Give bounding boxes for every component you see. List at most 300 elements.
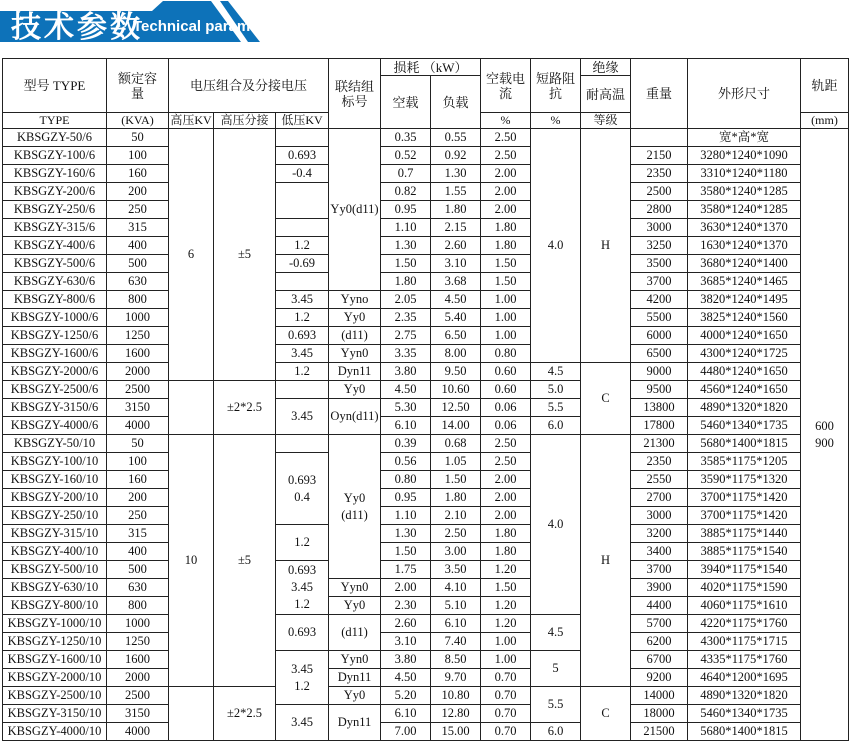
cell-conn: Yyn0 (329, 579, 381, 597)
cell-cur: 0.70 (481, 669, 531, 687)
header-gauge: 轨距 (801, 59, 849, 113)
cell-cur: 1.50 (481, 273, 531, 291)
cell-dims: 4300*1175*1715 (688, 633, 801, 651)
cell-wt: 2150 (631, 147, 688, 165)
table-row (3, 219, 849, 237)
table-row (3, 633, 849, 651)
cell-cap: 1250 (107, 633, 169, 651)
cell-nl: 1.30 (381, 237, 431, 255)
cell-lv: 3.45 (276, 345, 329, 363)
cell-ld: 1.30 (431, 165, 481, 183)
cell-nl: 3.80 (381, 363, 431, 381)
cell-dims: 3280*1240*1090 (688, 147, 801, 165)
cell-nl: 2.35 (381, 309, 431, 327)
table-row (3, 309, 849, 327)
cell-wt: 4200 (631, 291, 688, 309)
cell-nl: 0.80 (381, 471, 431, 489)
cell-nl: 2.05 (381, 291, 431, 309)
cell-model: KBSGZY-315/10 (3, 525, 107, 543)
cell-nl: 2.60 (381, 615, 431, 633)
cell-nl: 2.30 (381, 597, 431, 615)
table-row (3, 183, 849, 201)
cell-cur: 1.20 (481, 615, 531, 633)
cell-lv: 0.693 (276, 327, 329, 345)
table-row (3, 579, 849, 597)
cell-cap: 800 (107, 597, 169, 615)
cell-cap: 1600 (107, 651, 169, 669)
cell-wt: 9000 (631, 363, 688, 381)
cell-hv (169, 687, 214, 741)
cell-model: KBSGZY-4000/10 (3, 723, 107, 741)
cell-cur: 2.50 (481, 453, 531, 471)
cell-model: KBSGZY-1600/10 (3, 651, 107, 669)
cell-cur: 2.50 (481, 435, 531, 453)
technical-parameter-table (2, 58, 849, 741)
table-row (3, 525, 849, 543)
cell-model: KBSGZY-800/6 (3, 291, 107, 309)
cell-conn: Yy0 (329, 687, 381, 705)
cell-cap: 160 (107, 165, 169, 183)
cell-ld: 6.50 (431, 327, 481, 345)
cell-lv: 3.45 1.2 (276, 651, 329, 705)
cell-cur: 1.80 (481, 525, 531, 543)
table-row (3, 381, 849, 399)
cell-ld: 14.00 (431, 417, 481, 435)
cell-model: KBSGZY-100/10 (3, 453, 107, 471)
cell-hv: 6 (169, 129, 214, 381)
cell-model: KBSGZY-160/10 (3, 471, 107, 489)
cell-cap: 250 (107, 201, 169, 219)
cell-cur: 0.70 (481, 723, 531, 741)
table-row (3, 147, 849, 165)
cell-nl: 2.00 (381, 579, 431, 597)
cell-cap: 50 (107, 129, 169, 147)
header-dimensions: 外形尺寸 (688, 59, 801, 129)
cell-nl: 3.80 (381, 651, 431, 669)
cell-wt: 9200 (631, 669, 688, 687)
cell-dims: 4480*1240*1650 (688, 363, 801, 381)
cell-wt: 6000 (631, 327, 688, 345)
cell-model: KBSGZY-3150/10 (3, 705, 107, 723)
cell-ld: 6.10 (431, 615, 481, 633)
cell-dims: 3885*1175*1540 (688, 543, 801, 561)
cell-imp: 6.0 (531, 723, 581, 741)
table-row (3, 597, 849, 615)
cell-model: KBSGZY-630/10 (3, 579, 107, 597)
cell-ld: 2.10 (431, 507, 481, 525)
cell-tap: ±5 (214, 129, 276, 381)
cell-imp: 4.0 (531, 129, 581, 363)
cell-conn: Yy0 (329, 597, 381, 615)
table-row (3, 435, 849, 453)
header-grade: 等级 (581, 113, 631, 129)
cell-ld: 15.00 (431, 723, 481, 741)
header-noload-loss: 空载 (381, 76, 431, 129)
cell-wt: 2350 (631, 165, 688, 183)
cell-nl: 0.35 (381, 129, 431, 147)
cell-hv: 10 (169, 435, 214, 687)
cell-conn: Yyn0 (329, 651, 381, 669)
cell-cap: 400 (107, 237, 169, 255)
cell-dims: 4020*1175*1590 (688, 579, 801, 597)
cell-conn: Yy0 (d11) (329, 435, 381, 579)
cell-conn: Yy0 (329, 309, 381, 327)
cell-cur: 1.50 (481, 579, 531, 597)
cell-cap: 1250 (107, 327, 169, 345)
cell-imp: 4.5 (531, 363, 581, 381)
cell-ld: 7.40 (431, 633, 481, 651)
header-model-sub: TYPE (3, 113, 107, 129)
cell-conn: Yy0(d11) (329, 129, 381, 291)
table-row (3, 687, 849, 705)
cell-lv (276, 381, 329, 399)
cell-cur: 0.06 (481, 417, 531, 435)
cell-model: KBSGZY-500/6 (3, 255, 107, 273)
table-row (3, 237, 849, 255)
table-row (3, 399, 849, 417)
cell-dims: 4890*1320*1820 (688, 399, 801, 417)
cell-model: KBSGZY-400/10 (3, 543, 107, 561)
cell-cap: 100 (107, 147, 169, 165)
table-row (3, 615, 849, 633)
cell-ld: 1.80 (431, 489, 481, 507)
cell-cur: 1.80 (481, 543, 531, 561)
cell-nl: 0.82 (381, 183, 431, 201)
cell-lv: 1.2 (276, 525, 329, 561)
cell-wt: 9500 (631, 381, 688, 399)
cell-ld: 0.68 (431, 435, 481, 453)
cell-nl: 0.56 (381, 453, 431, 471)
cell-model: KBSGZY-50/10 (3, 435, 107, 453)
cell-cur: 0.70 (481, 687, 531, 705)
cell-cap: 315 (107, 525, 169, 543)
table-row (3, 543, 849, 561)
table-row (3, 417, 849, 435)
cell-dims: 5460*1340*1735 (688, 417, 801, 435)
cell-lv (276, 129, 329, 147)
table-row (3, 453, 849, 471)
table-row (3, 489, 849, 507)
header-current-percent: % (481, 113, 531, 129)
cell-wt: 6500 (631, 345, 688, 363)
cell-wt: 2500 (631, 183, 688, 201)
cell-cur: 1.00 (481, 309, 531, 327)
header-load-loss: 负载 (431, 76, 481, 129)
table-row (3, 273, 849, 291)
cell-lv: 0.693 0.4 (276, 453, 329, 525)
cell-dims: 3940*1175*1540 (688, 561, 801, 579)
cell-model: KBSGZY-2500/10 (3, 687, 107, 705)
cell-cur: 1.80 (481, 237, 531, 255)
cell-cap: 630 (107, 273, 169, 291)
table-row (3, 561, 849, 579)
cell-model: KBSGZY-160/6 (3, 165, 107, 183)
cell-wt: 2800 (631, 201, 688, 219)
cell-dims: 3825*1240*1560 (688, 309, 801, 327)
cell-cur: 2.00 (481, 165, 531, 183)
cell-ld: 8.50 (431, 651, 481, 669)
cell-dims: 5680*1400*1815 (688, 723, 801, 741)
cell-wt: 3000 (631, 219, 688, 237)
cell-wt: 21500 (631, 723, 688, 741)
cell-imp: 5.5 (531, 687, 581, 723)
cell-ld: 2.15 (431, 219, 481, 237)
cell-model: KBSGZY-250/6 (3, 201, 107, 219)
cell-nl: 5.30 (381, 399, 431, 417)
header-lv: 低压KV (276, 113, 329, 129)
header-insulation: 绝缘 (581, 59, 631, 76)
cell-nl: 0.95 (381, 201, 431, 219)
table-row (3, 255, 849, 273)
cell-nl: 3.10 (381, 633, 431, 651)
cell-cur: 1.20 (481, 597, 531, 615)
cell-nl: 4.50 (381, 381, 431, 399)
header-weight: 重量 (631, 59, 688, 129)
cell-nl: 1.50 (381, 543, 431, 561)
cell-cur: 2.00 (481, 183, 531, 201)
cell-gauge: 600 900 (801, 129, 849, 741)
cell-model: KBSGZY-1600/6 (3, 345, 107, 363)
cell-wt: 3700 (631, 273, 688, 291)
cell-nl: 0.95 (381, 489, 431, 507)
cell-wt: 2700 (631, 489, 688, 507)
cell-cur: 0.70 (481, 705, 531, 723)
table-row (3, 669, 849, 687)
cell-wt: 2350 (631, 453, 688, 471)
cell-ld: 4.10 (431, 579, 481, 597)
cell-nl: 3.35 (381, 345, 431, 363)
table-row (3, 129, 849, 147)
cell-dims: 3630*1240*1370 (688, 219, 801, 237)
cell-wt: 5500 (631, 309, 688, 327)
cell-wt: 2550 (631, 471, 688, 489)
cell-dims: 1630*1240*1370 (688, 237, 801, 255)
cell-cur: 2.00 (481, 201, 531, 219)
cell-cap: 200 (107, 489, 169, 507)
cell-model: KBSGZY-4000/6 (3, 417, 107, 435)
cell-ins: C (581, 687, 631, 741)
table-row (3, 705, 849, 723)
cell-conn: Dyn11 (329, 705, 381, 741)
table-header (3, 59, 849, 129)
cell-model: KBSGZY-1000/10 (3, 615, 107, 633)
cell-ld: 2.50 (431, 525, 481, 543)
table-row (3, 327, 849, 345)
cell-conn: (d11) (329, 615, 381, 651)
cell-model: KBSGZY-50/6 (3, 129, 107, 147)
cell-dims: 4890*1320*1820 (688, 687, 801, 705)
cell-cap: 3150 (107, 705, 169, 723)
header-loss: 损耗 （kW） (381, 59, 481, 76)
cell-cap: 50 (107, 435, 169, 453)
cell-wt: 4400 (631, 597, 688, 615)
cell-dims: 3885*1175*1440 (688, 525, 801, 543)
cell-cap: 1000 (107, 615, 169, 633)
cell-cap: 4000 (107, 417, 169, 435)
cell-cur: 2.00 (481, 471, 531, 489)
cell-nl: 1.50 (381, 255, 431, 273)
cell-model: KBSGZY-630/6 (3, 273, 107, 291)
header-noload-current: 空载电 流 (481, 59, 531, 113)
page-subtitle: Technical parameter (133, 18, 278, 35)
table-row (3, 201, 849, 219)
table-row (3, 291, 849, 309)
cell-ld: 8.00 (431, 345, 481, 363)
cell-tap: ±2*2.5 (214, 381, 276, 435)
header-hv: 高压KV (170, 113, 212, 127)
cell-ins: C (581, 363, 631, 435)
cell-model: KBSGZY-400/6 (3, 237, 107, 255)
cell-cur: 2.00 (481, 507, 531, 525)
cell-tap: ±5 (214, 435, 276, 687)
cell-cur: 2.00 (481, 489, 531, 507)
cell-cap: 200 (107, 183, 169, 201)
cell-cap: 630 (107, 579, 169, 597)
cell-conn: Yyno (329, 291, 381, 309)
cell-ld: 1.50 (431, 471, 481, 489)
cell-model: KBSGZY-1000/6 (3, 309, 107, 327)
cell-ld: 0.92 (431, 147, 481, 165)
cell-cur: 1.00 (481, 327, 531, 345)
cell-model: KBSGZY-500/10 (3, 561, 107, 579)
cell-conn: Dyn11 (329, 363, 381, 381)
cell-wt: 6700 (631, 651, 688, 669)
cell-lv (276, 273, 329, 291)
cell-lv (276, 435, 329, 453)
cell-nl: 2.75 (381, 327, 431, 345)
cell-model: KBSGZY-250/10 (3, 507, 107, 525)
cell-nl: 6.10 (381, 705, 431, 723)
cell-dims: 3685*1240*1465 (688, 273, 801, 291)
cell-ld: 5.10 (431, 597, 481, 615)
header-tap: 高压分接 (214, 113, 276, 129)
page-title: 技术参数 (11, 11, 143, 44)
cell-cur: 1.00 (481, 651, 531, 669)
cell-wt: 17800 (631, 417, 688, 435)
cell-nl: 1.30 (381, 525, 431, 543)
cell-dims: 3820*1240*1495 (688, 291, 801, 309)
cell-nl: 4.50 (381, 669, 431, 687)
cell-model: KBSGZY-200/6 (3, 183, 107, 201)
cell-imp: 4.5 (531, 615, 581, 651)
cell-nl: 1.10 (381, 219, 431, 237)
cell-ld: 12.80 (431, 705, 481, 723)
cell-cur: 0.60 (481, 363, 531, 381)
cell-wt: 3400 (631, 543, 688, 561)
cell-wt: 3700 (631, 561, 688, 579)
cell-cap: 1600 (107, 345, 169, 363)
cell-cur: 1.00 (481, 291, 531, 309)
cell-dims: 4220*1175*1760 (688, 615, 801, 633)
cell-imp: 5 (531, 651, 581, 687)
cell-model: KBSGZY-1250/10 (3, 633, 107, 651)
cell-lv: 1.2 (276, 363, 329, 381)
cell-ld: 5.40 (431, 309, 481, 327)
table-body (3, 129, 849, 741)
cell-nl: 1.75 (381, 561, 431, 579)
cell-tap: ±2*2.5 (214, 687, 276, 741)
cell-lv (276, 219, 329, 237)
cell-lv: 0.693 (276, 615, 329, 651)
header-capacity: 额定容 量 (107, 59, 169, 113)
cell-cur: 0.60 (481, 381, 531, 399)
cell-dims: 3580*1240*1285 (688, 201, 801, 219)
table-row (3, 651, 849, 669)
cell-cap: 2500 (107, 687, 169, 705)
cell-dims: 3310*1240*1180 (688, 165, 801, 183)
cell-ld: 9.70 (431, 669, 481, 687)
cell-dims: 4640*1200*1695 (688, 669, 801, 687)
cell-ld: 1.55 (431, 183, 481, 201)
cell-nl: 1.80 (381, 273, 431, 291)
cell-imp: 5.0 (531, 381, 581, 399)
cell-imp: 4.0 (531, 435, 581, 615)
cell-conn: (d11) (329, 327, 381, 345)
cell-cur: 1.20 (481, 561, 531, 579)
cell-cap: 3150 (107, 399, 169, 417)
cell-cur: 1.50 (481, 255, 531, 273)
header-impedance-percent: % (531, 113, 581, 129)
cell-ld: 4.50 (431, 291, 481, 309)
cell-lv: 1.2 (276, 309, 329, 327)
cell-conn: Oyn(d11) (329, 399, 381, 435)
cell-model: KBSGZY-2500/6 (3, 381, 107, 399)
cell-imp: 6.0 (531, 417, 581, 435)
cell-nl: 5.20 (381, 687, 431, 705)
header-connection: 联结组 标号 (329, 59, 381, 129)
cell-cap: 2500 (107, 381, 169, 399)
cell-imp: 5.5 (531, 399, 581, 417)
cell-dims: 5460*1340*1735 (688, 705, 801, 723)
cell-lv: 1.2 (276, 237, 329, 255)
cell-ins: H (581, 129, 631, 363)
cell-dims: 3590*1175*1320 (688, 471, 801, 489)
cell-hv (169, 381, 214, 435)
cell-cur: 2.50 (481, 129, 531, 147)
cell-cur: 1.80 (481, 219, 531, 237)
header-gauge-unit: (mm) (801, 113, 849, 129)
table-row (3, 345, 849, 363)
table-row (3, 507, 849, 525)
cell-wt: 21300 (631, 435, 688, 453)
cell-nl: 6.10 (381, 417, 431, 435)
cell-wt: 3900 (631, 579, 688, 597)
cell-cap: 100 (107, 453, 169, 471)
cell-dims: 4000*1240*1650 (688, 327, 801, 345)
cell-nl: 1.10 (381, 507, 431, 525)
cell-nl: 0.52 (381, 147, 431, 165)
cell-cur: 0.06 (481, 399, 531, 417)
cell-cap: 500 (107, 561, 169, 579)
cell-ld: 2.60 (431, 237, 481, 255)
cell-lv: 3.45 (276, 705, 329, 741)
table-row (3, 471, 849, 489)
cell-ld: 1.05 (431, 453, 481, 471)
cell-model: KBSGZY-1250/6 (3, 327, 107, 345)
cell-model: KBSGZY-100/6 (3, 147, 107, 165)
cell-cap: 400 (107, 543, 169, 561)
cell-cap: 250 (107, 507, 169, 525)
cell-nl: 0.7 (381, 165, 431, 183)
cell-wt: 3500 (631, 255, 688, 273)
cell-dims: 4060*1175*1610 (688, 597, 801, 615)
cell-model: KBSGZY-200/10 (3, 489, 107, 507)
cell-model: KBSGZY-800/10 (3, 597, 107, 615)
cell-cap: 4000 (107, 723, 169, 741)
cell-dims: 宽*高*宽 (688, 129, 801, 147)
cell-dims: 3700*1175*1420 (688, 507, 801, 525)
cell-lv: -0.69 (276, 255, 329, 273)
